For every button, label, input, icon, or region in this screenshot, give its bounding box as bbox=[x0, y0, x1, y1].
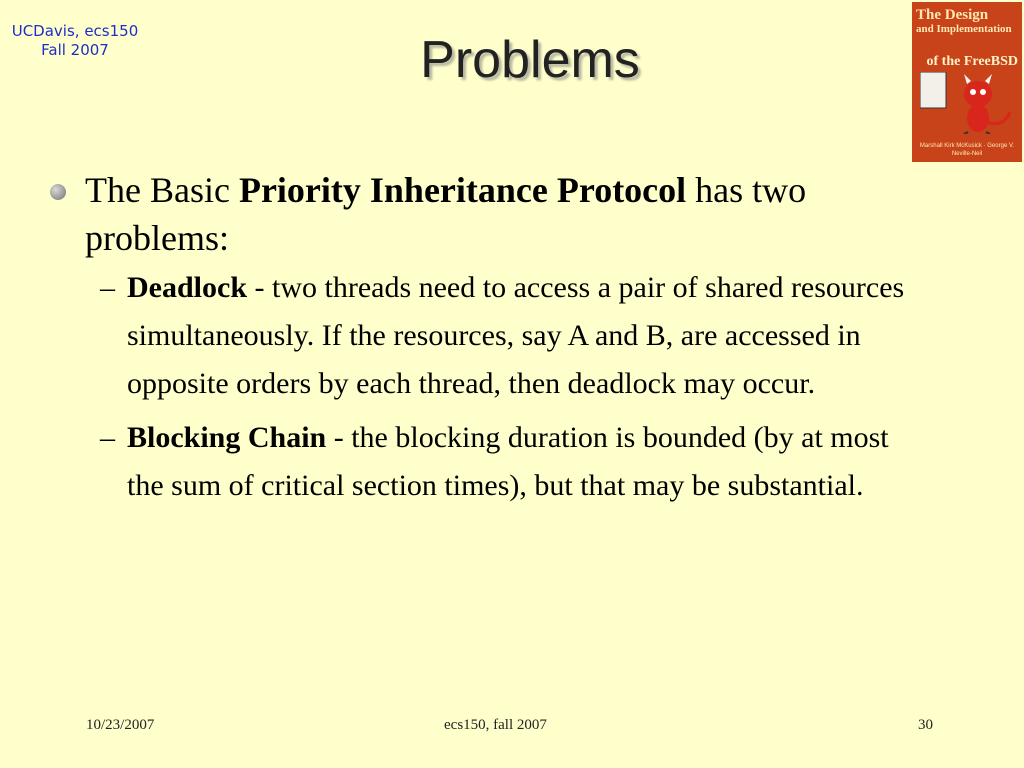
bsd-daemon-icon bbox=[920, 72, 1016, 134]
bullet-prefix: The Basic bbox=[85, 170, 239, 210]
book-authors: Marshall Kirk McKusick · George V. Neville-Neil bbox=[919, 143, 1015, 157]
bullet-bold-term: Priority Inheritance Protocol bbox=[238, 170, 687, 210]
footer-page-number: 30 bbox=[918, 717, 933, 733]
book-cover-image bbox=[912, 2, 1022, 162]
book-title-line2: and Implementation bbox=[916, 23, 1012, 35]
deadlock-term: Deadlock bbox=[127, 271, 247, 304]
footer-date: 10/23/2007 bbox=[86, 717, 155, 733]
book-title bbox=[916, 8, 1018, 36]
slide-title: Problems bbox=[420, 31, 640, 89]
blocking-chain-text: - the blocking duration is bounded (by at most the sum of critical section times), but that may be substantial. bbox=[127, 421, 889, 502]
sub-bullet-deadlock bbox=[50, 264, 910, 408]
bullet-dot-icon bbox=[50, 184, 66, 200]
book-title-freebsd: of the FreeBSD bbox=[926, 54, 1018, 69]
footer-course: ecs150, fall 2007 bbox=[444, 717, 547, 733]
dash-marker: – bbox=[100, 271, 115, 304]
course-label-line1: UCDavis, ecs150 bbox=[11, 22, 139, 40]
course-label-line2: Fall 2007 bbox=[41, 41, 109, 59]
slide-body bbox=[50, 166, 910, 510]
bullet-suffix: has two problems: bbox=[85, 170, 807, 258]
dash-marker: – bbox=[100, 421, 115, 454]
book-title-line1: The Design bbox=[916, 7, 989, 23]
course-label bbox=[0, 22, 150, 60]
deadlock-text: - two threads need to access a pair of shared resources simultaneously. If the resources, say A and B, are accessed in opposite orders by each thread, then deadlock may occur. bbox=[127, 271, 905, 400]
blocking-chain-term: Blocking Chain bbox=[127, 421, 327, 454]
sub-bullet-blocking-chain bbox=[50, 414, 910, 510]
bullet-item bbox=[50, 166, 910, 262]
